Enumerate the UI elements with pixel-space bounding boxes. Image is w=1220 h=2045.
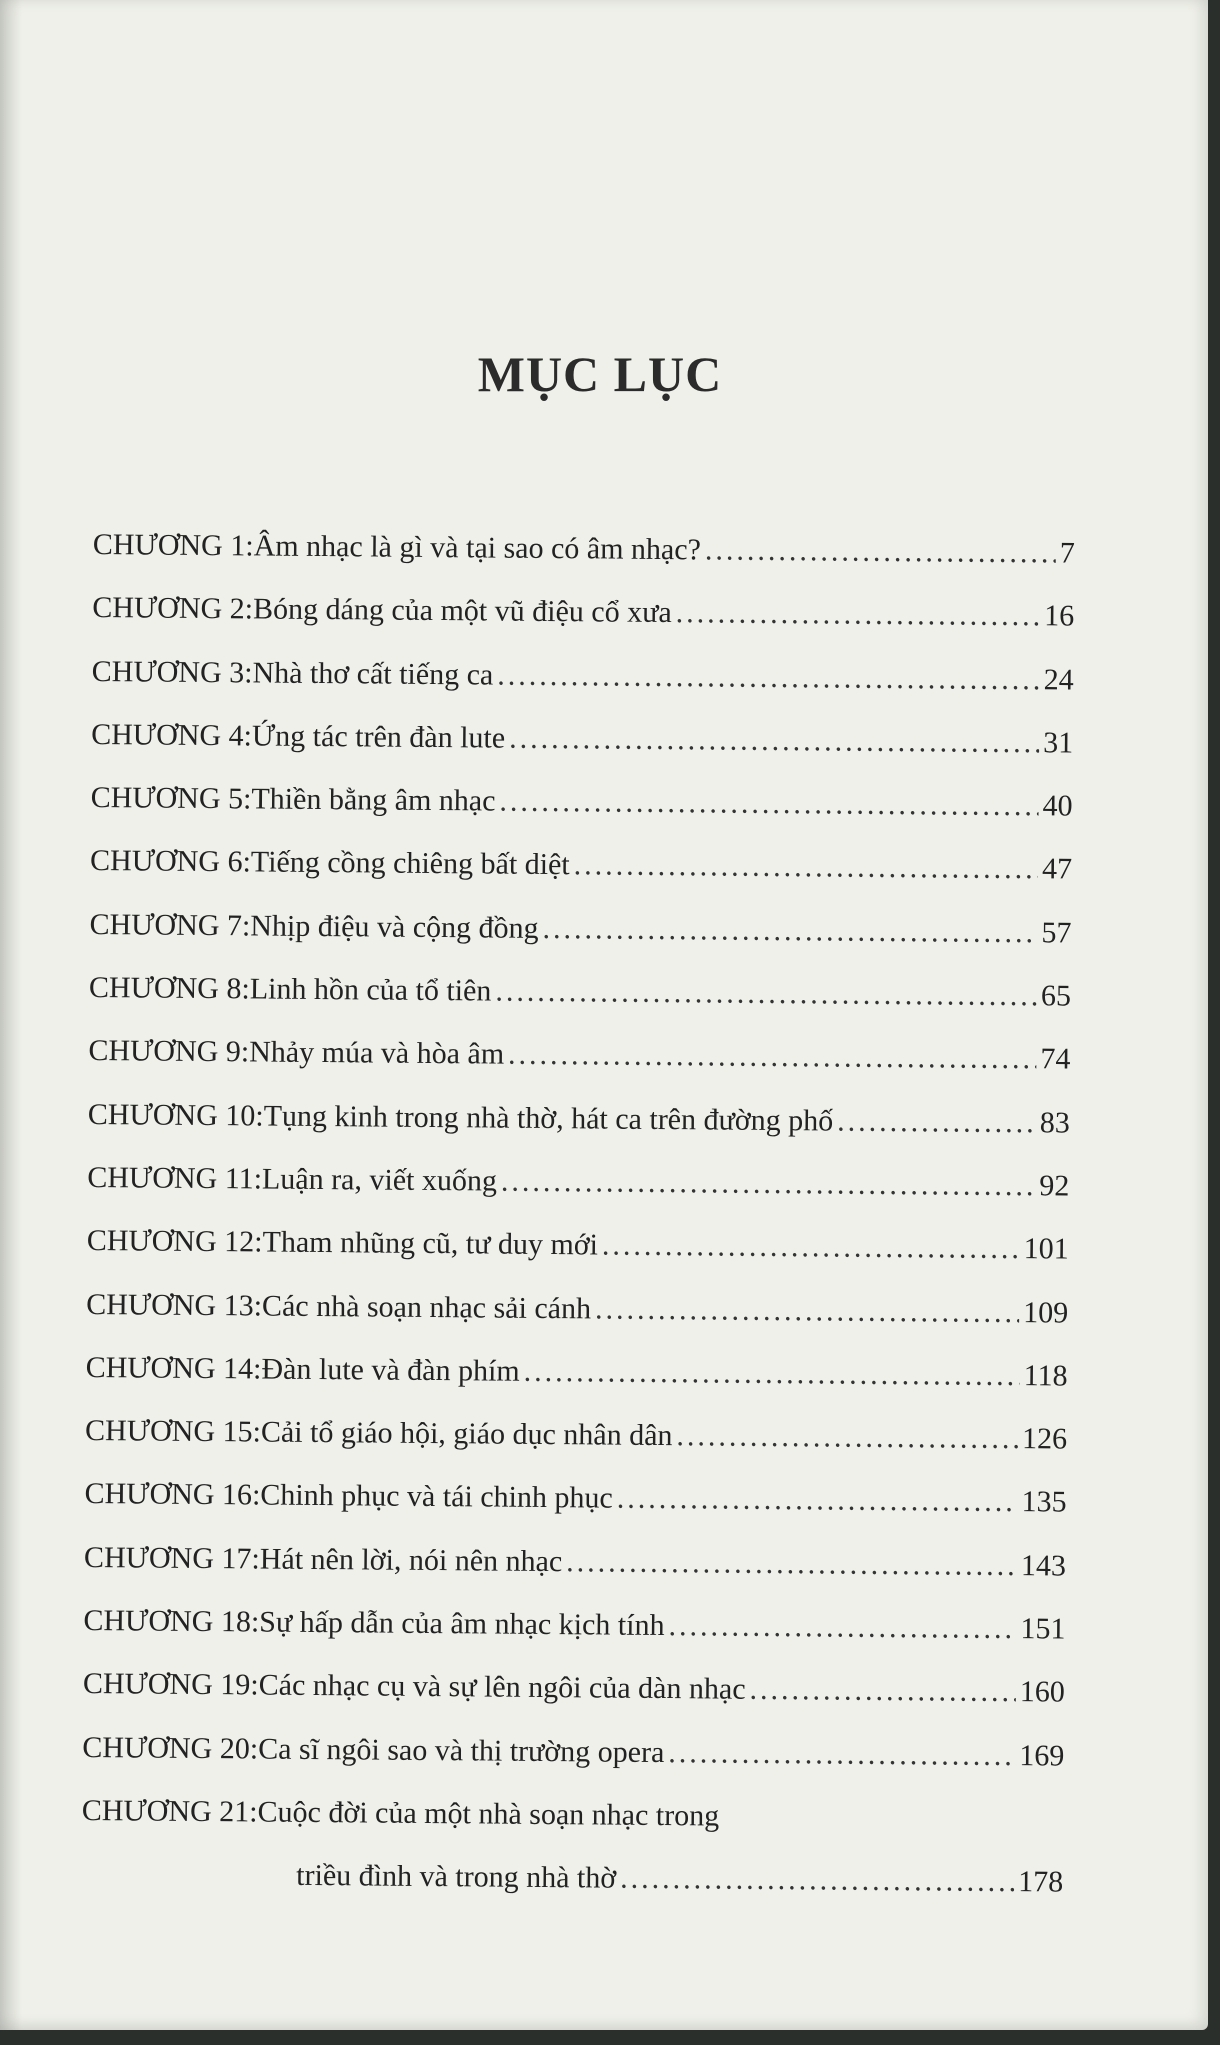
dot-leader [501, 1165, 1036, 1204]
dot-leader [566, 1545, 1017, 1583]
chapter-label: CHƯƠNG 11 [87, 1160, 254, 1196]
page-number: 74 [1040, 1042, 1071, 1076]
chapter-title: Âm nhạc là gì và tại sao có âm nhạc? [253, 529, 702, 567]
dot-leader [749, 1673, 1016, 1709]
toc-entry-7: CHƯƠNG 7 : Nhịp điệu và cộng đồng ..... 57 [89, 908, 1072, 980]
toc-entry-3: CHƯƠNG 3 : Nhà thơ cất tiếng ca ..... 24 [91, 655, 1074, 727]
chapter-label: CHƯƠNG 14 [85, 1350, 254, 1386]
page-number: 16 [1044, 599, 1075, 633]
page-number: 101 [1023, 1232, 1069, 1266]
chapter-title: Đàn lute và đàn phím [261, 1352, 520, 1388]
page-number: 92 [1039, 1169, 1070, 1203]
chapter-label: CHƯƠNG 8 [88, 971, 242, 1006]
page-number: 65 [1040, 979, 1072, 1013]
chapter-title: Sự hấp dẫn của âm nhạc kịch tính [259, 1605, 665, 1643]
chapter-title: Cải tổ giáo hội, giáo dục nhân dân [260, 1415, 673, 1453]
toc-entry-18: CHƯƠNG 18 : Sự hấp dẫn của âm nhạc kịch tính ..... 151 [83, 1604, 1066, 1676]
dot-leader [676, 1419, 1018, 1456]
toc-entry-15: CHƯƠNG 15 : Cải tổ giáo hội, giáo dục nhân dân ..... 126 [85, 1414, 1068, 1486]
chapter-label: CHƯƠNG 5 [90, 781, 244, 816]
chapter-label: CHƯƠNG 10 [87, 1097, 256, 1133]
chapter-title: Nhịp điệu và cộng đồng [250, 909, 539, 945]
chapter-title: Ứng tác trên đàn lute [251, 719, 506, 755]
dot-leader [602, 1229, 1020, 1267]
toc-entry-9: CHƯƠNG 9 : Nhảy múa và hòa âm ..... 74 [88, 1034, 1071, 1106]
toc-entry-12: CHƯƠNG 12 : Tham nhũng cũ, tư duy mới ..... 101 [86, 1224, 1069, 1296]
toc-entry-8: CHƯƠNG 8 : Linh hồn của tổ tiên ..... 65 [89, 971, 1072, 1043]
page-number: 47 [1041, 852, 1073, 887]
chapter-label: CHƯƠNG 1 [92, 528, 246, 563]
dot-leader [542, 912, 1037, 950]
toc-entry-17: CHƯƠNG 17 : Hát nên lời, nói nên nhạc ..... 143 [84, 1541, 1067, 1613]
toc-entry-10: CHƯƠNG 10 : Tụng kinh trong nhà thờ, hát ca trên đường phố ..... 83 [87, 1098, 1070, 1170]
toc-entry-20: CHƯƠNG 20 : Ca sĩ ngôi sao và thị trường opera ..... 169 [82, 1731, 1065, 1803]
page-number: 31 [1043, 726, 1074, 760]
chapter-label: CHƯƠNG 7 [89, 907, 243, 943]
dot-leader [495, 975, 1037, 1014]
dot-leader [524, 1355, 1020, 1393]
dot-leader [668, 1736, 1015, 1773]
chapter-label: CHƯƠNG 6 [89, 844, 243, 879]
chapter-title: Chinh phục và tái chinh phục [260, 1478, 613, 1516]
chapter-label: CHƯƠNG 13 [86, 1287, 254, 1322]
chapter-title-line2: triều đình và trong nhà thờ [296, 1859, 617, 1895]
toc-entry-19: CHƯƠNG 19 : Các nhạc cụ và sự lên ngôi của dàn nhạc ..... 160 [83, 1667, 1066, 1739]
dot-leader [620, 1862, 1014, 1899]
toc-entry-2: CHƯƠNG 2 : Bóng dáng của một vũ điệu cổ xưa ..... 16 [92, 591, 1075, 663]
page-number: 135 [1021, 1485, 1067, 1519]
dot-leader [705, 533, 1056, 570]
spine-shadow [0, 0, 22, 2030]
page-number: 118 [1023, 1359, 1068, 1393]
chapter-label: CHƯƠNG 19 [82, 1667, 251, 1702]
chapter-label: CHƯƠNG 20 [82, 1730, 250, 1766]
dot-leader [508, 1038, 1037, 1077]
chapter-label: CHƯƠNG 9 [88, 1034, 242, 1069]
chapter-label: CHƯƠNG 12 [86, 1224, 255, 1259]
page-number: 83 [1039, 1105, 1070, 1140]
dot-leader [617, 1482, 1018, 1519]
toc-entry-6: CHƯƠNG 6 : Tiếng cồng chiêng bất diệt ..... 47 [90, 844, 1073, 916]
page-number: 7 [1059, 536, 1075, 570]
page-number: 143 [1020, 1548, 1067, 1583]
page-number: 24 [1043, 662, 1074, 697]
page-number: 160 [1019, 1675, 1066, 1709]
toc-entry-4: CHƯƠNG 4 : Ứng tác trên đàn lute ..... 31 [91, 718, 1074, 790]
chapter-label: CHƯƠNG 2 [92, 591, 245, 626]
dot-leader [509, 722, 1039, 761]
page-number: 40 [1042, 789, 1073, 823]
dot-leader [499, 785, 1038, 824]
chapter-title: Tiếng cồng chiêng bất diệt [250, 845, 570, 882]
page-number: 151 [1020, 1612, 1066, 1646]
page-number: 126 [1021, 1422, 1068, 1456]
chapter-title-line1: Cuộc đời của một nhà soạn nhạc trong [257, 1795, 720, 1833]
chapter-label: CHƯƠNG 15 [84, 1414, 253, 1449]
table-of-contents [81, 528, 1075, 1929]
chapter-label: CHƯƠNG 18 [83, 1604, 252, 1639]
page-number: 109 [1023, 1295, 1069, 1330]
chapter-title: Thiền bằng âm nhạc [251, 782, 496, 818]
toc-entry-13: CHƯƠNG 13 : Các nhà soạn nhạc sải cánh ..... 109 [86, 1288, 1069, 1360]
chapter-label: CHƯƠNG 3 [91, 654, 245, 689]
toc-entry-14: CHƯƠNG 14 : Đàn lute và đàn phím ..... 118 [85, 1351, 1068, 1423]
chapter-title: Hát nên lời, nói nên nhạc [259, 1542, 563, 1578]
chapter-title: Tụng kinh trong nhà thờ, hát ca trên đường phố [263, 1099, 834, 1138]
chapter-title: Các nhà soạn nhạc sải cánh [261, 1289, 592, 1325]
page-title: MỤC LỤC [477, 346, 723, 402]
chapter-title: Bóng dáng của một vũ điệu cổ xưa [252, 592, 672, 630]
page-number: 169 [1019, 1738, 1065, 1773]
toc-entry-1: CHƯƠNG 1 : Âm nhạc là gì và tại sao có âm nhạc? ..... 7 [92, 528, 1075, 600]
chapter-title: Ca sĩ ngôi sao và thị trường opera [258, 1732, 665, 1769]
dot-leader [837, 1104, 1036, 1140]
chapter-title: Nhảy múa và hòa âm [249, 1035, 505, 1071]
toc-entry-5: CHƯƠNG 5 : Thiền bằng âm nhạc ..... 40 [90, 781, 1073, 853]
chapter-title: Luận ra, viết xuống [261, 1162, 498, 1198]
dot-leader [676, 596, 1041, 633]
chapter-title: Tham nhũng cũ, tư duy mới [262, 1225, 599, 1262]
chapter-title: Các nhạc cụ và sự lên ngôi của dàn nhạc [258, 1668, 746, 1707]
toc-entry-11: CHƯƠNG 11 : Luận ra, viết xuống ..... 92 [87, 1161, 1070, 1233]
chapter-label: CHƯƠNG 17 [83, 1540, 252, 1576]
page-number: 178 [1018, 1865, 1064, 1899]
page-number: 57 [1041, 916, 1072, 950]
dot-leader [595, 1292, 1019, 1330]
toc-entry-16: CHƯƠNG 16 : Chinh phục và tái chinh phục ..... 135 [84, 1477, 1067, 1549]
dot-leader [574, 849, 1039, 887]
dot-leader [497, 658, 1040, 697]
chapter-title: Nhà thơ cất tiếng ca [252, 655, 494, 692]
chapter-title: Linh hồn của tổ tiên [249, 972, 492, 1008]
dot-leader [668, 1609, 1016, 1646]
chapter-label: CHƯƠNG 16 [84, 1477, 253, 1512]
toc-entry-21: CHƯƠNG 21 : Cuộc đời của một nhà soạn nhạc trong triều đình và trong nhà thờ ..... 178 [81, 1794, 1064, 1929]
chapter-label: CHƯƠNG 21 [81, 1793, 250, 1829]
chapter-label: CHƯƠNG 4 [91, 717, 244, 753]
